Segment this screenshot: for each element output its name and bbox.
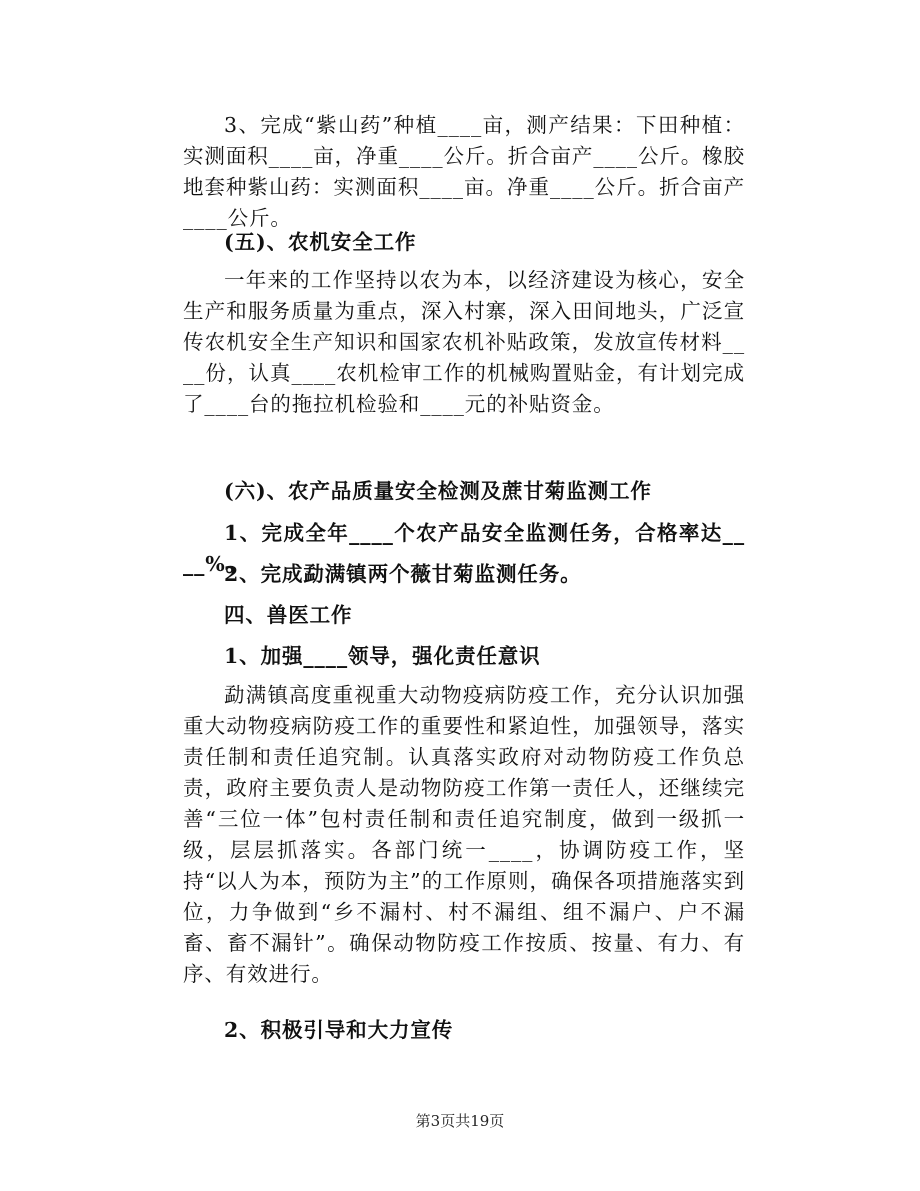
- page-number-footer: 第3页共19页: [415, 1112, 505, 1130]
- heading-guidance-publicity: 2、积极引导和大力宣传: [224, 1018, 454, 1042]
- heading-strengthen-leadership: 1、加强____领导，强化责任意识: [224, 644, 541, 668]
- paragraph-agri-machinery-safety: 一年来的工作坚持以农为本，以经济建设为核心，安全生产和服务质量为重点，深入村寨，深入田间地头，广泛宣传农机安全生产知识和国家农机补贴政策，发放宣传材料____份，认真____农机检审工作的机械购置贴金，有计划完成了____台的拖拉机检验和____元的补贴资金。: [183, 268, 745, 416]
- heading-product-quality-monitoring: (六)、农产品质量安全检测及蔗甘菊监测工作: [224, 479, 652, 503]
- paragraph-epidemic-prevention: 勐满镇高度重视重大动物疫病防疫工作，充分认识加强重大动物疫病防疫工作的重要性和紧迫性，加强领导，落实责任制和责任追究制。认真落实政府对动物防疫工作负总责，政府主要负责人是动物防疫工作第一责任人，还继续完善“三位一体”包村责任制和责任追究制度，做到一级抓一级，层层抓落实。各部门统一____，协调防疫工作，坚持“以人为本，预防为主”的工作原则，确保各项措施落实到位，力争做到“乡不漏村、村不漏组、组不漏户、户不漏畜、畜不漏针”。确保动物防疫工作按质、按量、有力、有序、有效进行。: [183, 683, 745, 986]
- item-mikania-monitoring: 2、完成勐满镇两个薇甘菊监测任务。: [224, 562, 582, 586]
- item-product-safety-tasks: 1、完成全年____个农产品安全监测任务，合格率达____%。: [183, 521, 745, 576]
- paragraph-purple-yam-planting: 3、完成“紫山药”种植____亩，测产结果：下田种植：实测面积____亩，净重____公斤。折合亩产____公斤。橡胶地套种紫山药：实测面积____亩。净重____公斤。折合亩产____公斤。: [183, 113, 745, 230]
- heading-agri-machinery-safety: (五)、农机安全工作: [224, 230, 417, 254]
- heading-veterinary-work: 四、兽医工作: [224, 603, 353, 627]
